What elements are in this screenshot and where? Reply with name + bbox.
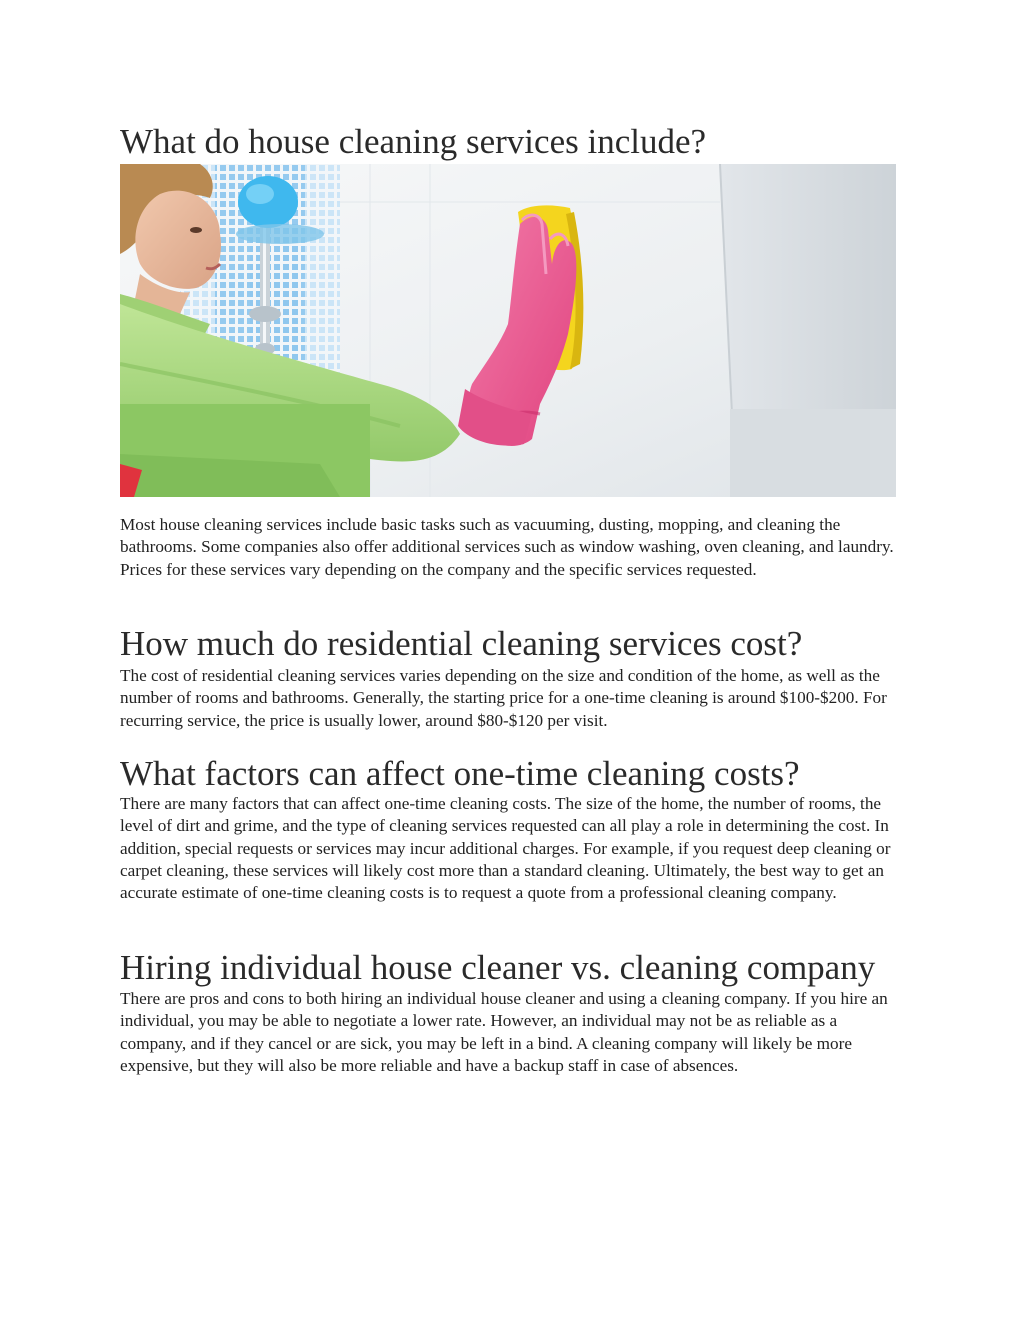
section-heading-cleaning-cost: How much do residential cleaning services cost?: [120, 624, 803, 663]
section-heading-individual-vs-company: Hiring individual house cleaner vs. cleaning company: [120, 948, 876, 987]
section-body-cleaning-cost: The cost of residential cleaning services varies depending on the size and condition of the home, as well as the number of rooms and bathrooms. Generally, the starting price for a one-time cleaning is around $100-$200. For recurring service, the price is usually lower, around $80-$120 per visit.: [120, 666, 887, 730]
section-heading-services-include: What do house cleaning services include?: [120, 122, 707, 161]
hero-photo-woman-cleaning-wall: [120, 164, 896, 497]
section-body-individual-vs-company: There are pros and cons to both hiring an individual house cleaner and using a cleaning company. If you hire an individual, you may be able to negotiate a lower rate. However, an individual may not be as reliable as a company, and if they cancel or are sick, you may be left in a bind. A cleaning company will likely be more expensive, but they will also be more reliable and have a backup staff in case of absences.: [120, 989, 888, 1075]
section-heading-cost-factors: What factors can affect one-time cleaning costs?: [120, 754, 800, 793]
section-body-cost-factors: There are many factors that can affect one-time cleaning costs. The size of the home, the number of rooms, the level of dirt and grime, and the type of cleaning services requested can all play a role in determining the cost. In addition, special requests or services may incur additional charges. For example, if you request deep cleaning or carpet cleaning, these services will likely cost more than a standard cleaning. Ultimately, the best way to get an accurate estimate of one-time cleaning costs is to request a quote from a professional cleaning company.: [120, 794, 891, 903]
section-body-services-include: Most house cleaning services include basic tasks such as vacuuming, dusting, mopping, and cleaning the bathrooms. Some companies also offer additional services such as window washing, oven cleaning, and laundry. Prices for these services vary depending on the company and the specific services requested.: [120, 515, 894, 579]
